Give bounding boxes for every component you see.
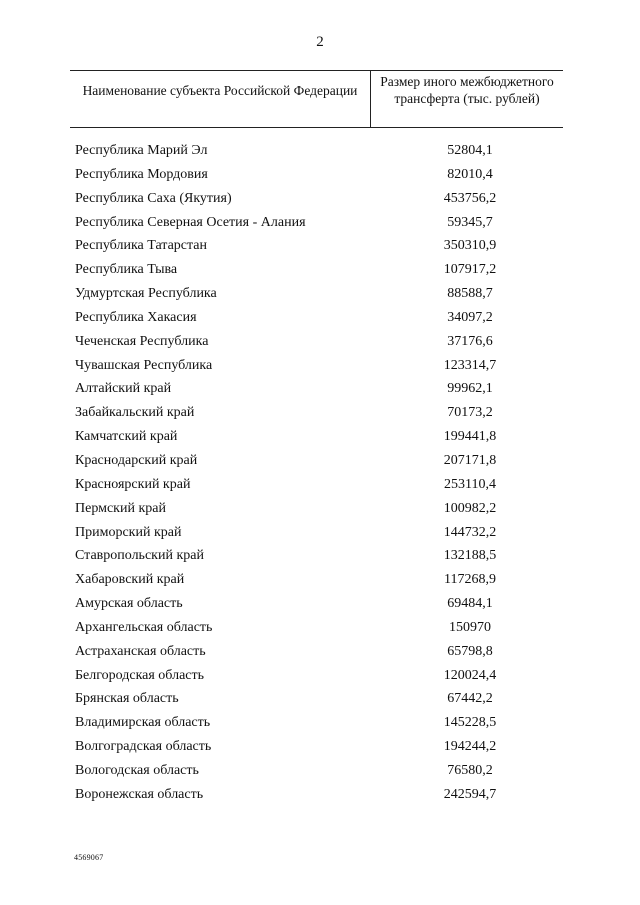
document-id: 4569067 (74, 853, 104, 862)
table-row (0, 737, 640, 761)
table-row (0, 642, 640, 666)
region-name: Хабаровский край (75, 572, 185, 588)
transfer-amount: 207171,8 (443, 452, 497, 468)
transfer-amount: 82010,4 (447, 166, 493, 182)
table-row (0, 570, 640, 594)
transfer-amount: 453756,2 (443, 190, 497, 206)
column-header-region-name: Наименование субъекта Российской Федерации (82, 83, 358, 98)
table-row (0, 546, 640, 570)
table-row (0, 761, 640, 785)
table-row (0, 403, 640, 427)
region-name: Архангельская область (75, 619, 213, 635)
table-row (0, 618, 640, 642)
region-name: Алтайский край (75, 381, 172, 397)
transfer-amount: 88588,7 (447, 286, 493, 302)
region-name: Удмуртская Республика (75, 286, 217, 302)
region-name: Республика Марий Эл (75, 143, 208, 158)
transfer-amount: 242594,7 (443, 786, 497, 802)
region-name: Амурская область (75, 596, 183, 612)
table-header (70, 70, 563, 128)
transfer-amount: 65798,8 (447, 643, 493, 659)
table-body (0, 141, 640, 809)
transfer-amount: 350310,9 (443, 238, 497, 254)
transfer-amount: 100982,2 (443, 500, 497, 516)
table-row (0, 236, 640, 260)
transfer-amount: 67442,2 (447, 691, 493, 707)
transfer-amount: 70173,2 (447, 405, 493, 421)
region-name: Республика Северная Осетия - Алания (75, 214, 306, 230)
transfer-amount: 120024,4 (443, 667, 497, 683)
table-row (0, 189, 640, 213)
region-name: Республика Мордовия (75, 166, 208, 182)
region-name: Республика Татарстан (75, 238, 208, 254)
region-name: Забайкальский край (75, 405, 195, 421)
region-name: Брянская область (75, 691, 179, 707)
table-row (0, 499, 640, 523)
transfer-amount: 69484,1 (447, 596, 493, 612)
region-name: Вологодская область (75, 762, 199, 778)
transfer-amount: 145228,5 (443, 715, 497, 731)
region-name: Пермский край (75, 500, 166, 516)
table-row (0, 165, 640, 189)
region-name: Республика Тыва (75, 262, 178, 278)
region-name: Республика Саха (Якутия) (75, 190, 232, 206)
table-row (0, 260, 640, 284)
region-name: Приморский край (75, 524, 182, 540)
region-name: Чеченская Республика (75, 333, 209, 349)
table-row (0, 689, 640, 713)
transfer-amount: 132188,5 (443, 548, 497, 564)
column-header-transfer-amount: Размер иного межбюджетного трансферта (тыс. рублей) (380, 74, 554, 106)
transfer-amount: 76580,2 (447, 762, 493, 778)
transfer-amount: 150970 (449, 619, 491, 635)
transfer-amount: 194244,2 (443, 739, 497, 755)
region-name: Ставропольский край (75, 548, 204, 564)
region-name: Республика Хакасия (75, 309, 197, 325)
table-row (0, 356, 640, 380)
region-name: Чувашская Республика (75, 357, 213, 373)
region-name: Камчатский край (75, 429, 178, 445)
table-row (0, 284, 640, 308)
table-row (0, 594, 640, 618)
table-row (0, 523, 640, 547)
table-row (0, 427, 640, 451)
transfer-amount: 37176,6 (447, 333, 493, 349)
transfer-amount: 107917,2 (443, 262, 497, 278)
table-row (0, 213, 640, 237)
region-name: Владимирская область (75, 715, 211, 731)
transfer-amount: 59345,7 (447, 214, 493, 230)
transfer-amount: 99962,1 (447, 381, 493, 397)
transfer-amount: 52804,1 (447, 143, 493, 158)
table-row (0, 308, 640, 332)
region-name: Волгоградская область (75, 739, 212, 755)
table-row (0, 666, 640, 690)
transfer-amount: 34097,2 (447, 309, 493, 325)
table-row (0, 785, 640, 809)
transfer-amount: 123314,7 (443, 357, 497, 373)
transfer-amount: 253110,4 (444, 476, 496, 492)
transfer-amount: 199441,8 (443, 429, 497, 445)
transfer-amount: 117268,9 (444, 572, 496, 588)
region-name: Красноярский край (75, 476, 191, 492)
table-row (0, 379, 640, 403)
table-row (0, 451, 640, 475)
region-name: Астраханская область (75, 643, 206, 659)
region-name: Воронежская область (75, 786, 204, 802)
region-name: Белгородская область (75, 667, 205, 683)
table-row (0, 141, 640, 165)
transfer-amount: 144732,2 (443, 524, 497, 540)
table-row (0, 475, 640, 499)
page-number: 2 (316, 34, 324, 50)
region-name: Краснодарский край (75, 452, 198, 468)
table-row (0, 713, 640, 737)
table-row (0, 332, 640, 356)
